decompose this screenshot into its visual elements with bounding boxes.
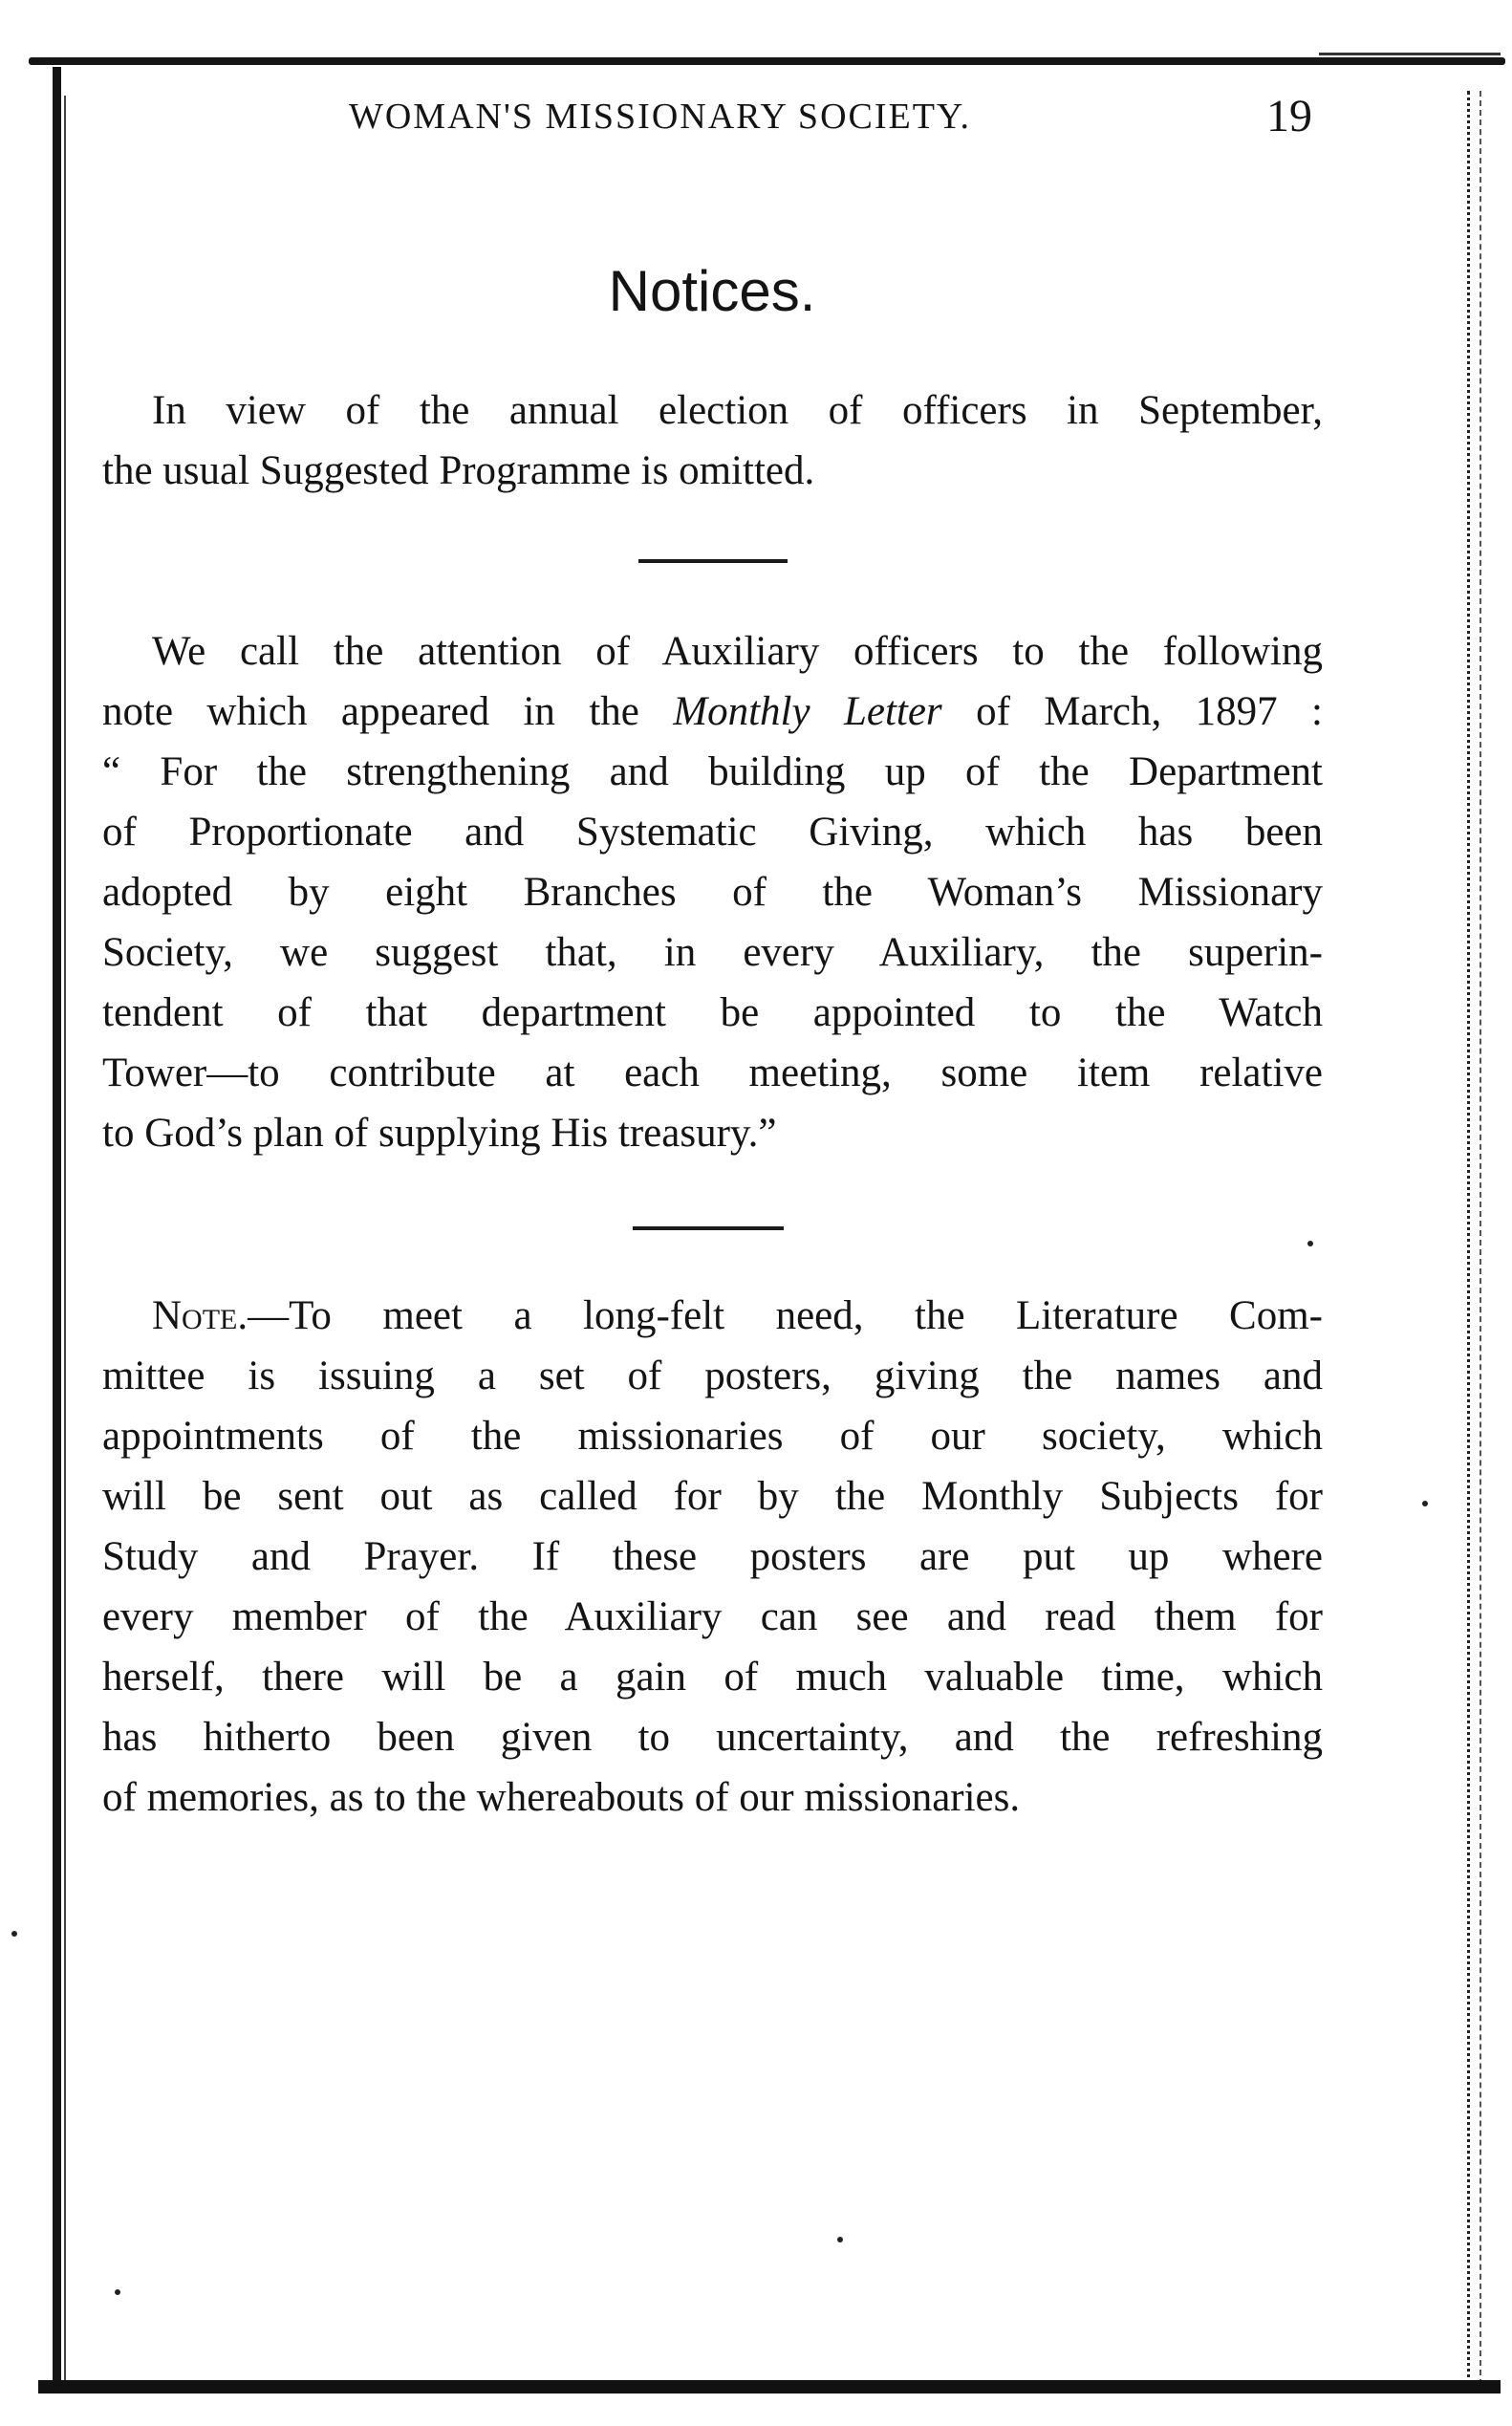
text-line: appointments of the missionaries of our society, which [102, 1414, 1323, 1459]
note-label: Note. [152, 1293, 248, 1338]
page-header [96, 91, 1328, 153]
left-border-thin-rule [64, 96, 66, 2380]
right-border-rule-outer [1480, 91, 1481, 2385]
top-border-thin-rule [1319, 53, 1501, 55]
paragraph-note-posters [102, 1286, 1323, 1828]
text-line: mittee is issuing a set of posters, giving the names and [102, 1354, 1323, 1398]
text-line: has hitherto been given to uncertainty, and the refreshing [102, 1715, 1323, 1760]
text-line: Tower—to contribute at each meeting, some item relative [102, 1051, 1323, 1095]
scan-speck [837, 2237, 843, 2242]
section-title: Notices. [608, 259, 816, 323]
paragraph-programme-omitted [102, 380, 1323, 501]
scan-speck [115, 2289, 120, 2295]
text-line: note which appeared in the Monthly Letter of March, 1897 : [102, 689, 1323, 734]
text-line: “ For the strengthening and building up of the Department [102, 749, 1323, 794]
paragraph-auxiliary-officers [102, 621, 1323, 1163]
text-line: every member of the Auxiliary can see and read them for [102, 1594, 1323, 1639]
section-divider [633, 1226, 784, 1230]
left-border-rule [53, 67, 61, 2390]
text-line: Society, we suggest that, in every Auxiliary, the superin- [102, 930, 1323, 975]
bottom-border-rule [38, 2380, 1501, 2394]
text-line: In view of the annual election of officers in September, [152, 388, 1323, 433]
text-line: We call the attention of Auxiliary officers to the following [152, 629, 1323, 674]
scan-speck [1307, 1241, 1313, 1246]
text-line: of memories, as to the whereabouts of our missionaries. [102, 1775, 1021, 1820]
text-line: tendent of that department be appointed to the Watch [102, 990, 1323, 1035]
text-line: Note.—To meet a long-felt need, the Literature Com- [152, 1293, 1323, 1338]
text-line: Study and Prayer. If these posters are put up where [102, 1534, 1323, 1579]
top-border-rule [29, 57, 1505, 65]
text-line: to God’s plan of supplying His treasury.” [102, 1111, 777, 1156]
text-line: of Proportionate and Systematic Giving, which has been [102, 810, 1323, 855]
publication-title: Monthly Letter [673, 689, 942, 734]
scan-speck [11, 1931, 17, 1937]
text-line: adopted by eight Branches of the Woman’s Missionary [102, 870, 1323, 915]
text-line: will be sent out as called for by the Monthly Subjects for [102, 1474, 1323, 1519]
running-head: WOMAN'S MISSIONARY SOCIETY. [349, 97, 971, 137]
text-line: the usual Suggested Programme is omitted. [102, 448, 815, 493]
text-line: herself, there will be a gain of much valuable time, which [102, 1655, 1323, 1700]
right-border-rule [1467, 91, 1470, 2385]
scan-speck [1422, 1501, 1428, 1506]
page-number: 19 [1266, 91, 1312, 141]
section-divider [638, 559, 788, 563]
